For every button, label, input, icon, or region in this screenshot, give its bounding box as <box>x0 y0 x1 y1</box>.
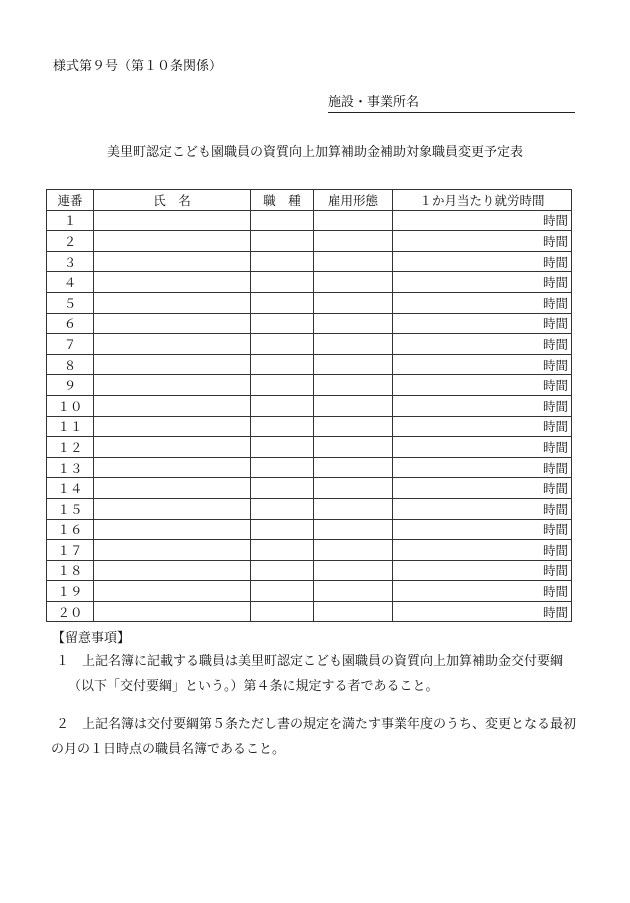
job-type-cell <box>251 581 314 602</box>
job-type-cell <box>251 292 314 313</box>
form-number: 様式第９号（第１０条関係） <box>53 59 223 74</box>
facility-name-field: 施設・事業所名 <box>328 91 575 113</box>
name-cell <box>94 251 251 272</box>
name-cell <box>94 231 251 252</box>
serial-number-cell: １３ <box>47 457 94 478</box>
job-type-cell <box>251 560 314 581</box>
serial-number-cell: ５ <box>47 292 94 313</box>
employment-type-cell <box>314 313 393 334</box>
serial-number-cell: １０ <box>47 395 94 416</box>
serial-number-cell: ７ <box>47 334 94 355</box>
serial-number-cell: ８ <box>47 354 94 375</box>
monthly-hours-cell: 時間 <box>393 292 572 313</box>
employment-type-cell <box>314 457 393 478</box>
job-type-cell <box>251 210 314 231</box>
table-row <box>47 313 572 334</box>
table-row <box>47 560 572 581</box>
name-cell <box>94 354 251 375</box>
job-type-cell <box>251 231 314 252</box>
header-name: 氏 名 <box>94 190 251 211</box>
employment-type-cell <box>314 416 393 437</box>
monthly-hours-cell: 時間 <box>393 251 572 272</box>
monthly-hours-cell: 時間 <box>393 210 572 231</box>
employment-type-cell <box>314 437 393 458</box>
name-cell <box>94 540 251 561</box>
employment-type-cell <box>314 354 393 375</box>
table-row <box>47 251 572 272</box>
name-cell <box>94 457 251 478</box>
job-type-cell <box>251 478 314 499</box>
name-cell <box>94 560 251 581</box>
monthly-hours-cell: 時間 <box>393 354 572 375</box>
header-serial-number: 連番 <box>47 190 94 211</box>
job-type-cell <box>251 251 314 272</box>
monthly-hours-cell: 時間 <box>393 540 572 561</box>
note-item-2 <box>51 712 577 762</box>
monthly-hours-cell: 時間 <box>393 457 572 478</box>
table-header-row <box>47 190 572 211</box>
job-type-cell <box>251 519 314 540</box>
table-row <box>47 231 572 252</box>
employment-type-cell <box>314 272 393 293</box>
job-type-cell <box>251 334 314 355</box>
employment-type-cell <box>314 498 393 519</box>
table-row <box>47 416 572 437</box>
table-row <box>47 272 572 293</box>
employment-type-cell <box>314 292 393 313</box>
monthly-hours-cell: 時間 <box>393 272 572 293</box>
job-type-cell <box>251 437 314 458</box>
serial-number-cell: ４ <box>47 272 94 293</box>
monthly-hours-cell: 時間 <box>393 498 572 519</box>
employment-type-cell <box>314 478 393 499</box>
note-item-2-line-2: の月の１日時点の職員名簿であること。 <box>51 742 286 757</box>
monthly-hours-cell: 時間 <box>393 395 572 416</box>
job-type-cell <box>251 313 314 334</box>
table-row <box>47 581 572 602</box>
serial-number-cell: ２ <box>47 231 94 252</box>
employment-type-cell <box>314 334 393 355</box>
monthly-hours-cell: 時間 <box>393 437 572 458</box>
name-cell <box>94 313 251 334</box>
serial-number-cell: １２ <box>47 437 94 458</box>
serial-number-cell: １ <box>47 210 94 231</box>
monthly-hours-cell: 時間 <box>393 375 572 396</box>
job-type-cell <box>251 601 314 622</box>
job-type-cell <box>251 416 314 437</box>
header-employment-type: 雇用形態 <box>314 190 393 211</box>
employment-type-cell <box>314 210 393 231</box>
job-type-cell <box>251 457 314 478</box>
table-row <box>47 375 572 396</box>
name-cell <box>94 375 251 396</box>
table-row <box>47 292 572 313</box>
employment-type-cell <box>314 251 393 272</box>
job-type-cell <box>251 272 314 293</box>
table-row <box>47 540 572 561</box>
serial-number-cell: １７ <box>47 540 94 561</box>
employment-type-cell <box>314 375 393 396</box>
employment-type-cell <box>314 581 393 602</box>
header-job-type: 職 種 <box>251 190 314 211</box>
serial-number-cell: １９ <box>47 581 94 602</box>
name-cell <box>94 498 251 519</box>
employment-type-cell <box>314 560 393 581</box>
table-row <box>47 478 572 499</box>
name-cell <box>94 478 251 499</box>
employment-type-cell <box>314 540 393 561</box>
serial-number-cell: ６ <box>47 313 94 334</box>
table-row <box>47 498 572 519</box>
name-cell <box>94 334 251 355</box>
name-cell <box>94 395 251 416</box>
employment-type-cell <box>314 395 393 416</box>
table-row <box>47 334 572 355</box>
serial-number-cell: １５ <box>47 498 94 519</box>
monthly-hours-cell: 時間 <box>393 601 572 622</box>
monthly-hours-cell: 時間 <box>393 416 572 437</box>
table-row <box>47 457 572 478</box>
job-type-cell <box>251 395 314 416</box>
serial-number-cell: ２０ <box>47 601 94 622</box>
monthly-hours-cell: 時間 <box>393 231 572 252</box>
employment-type-cell <box>314 231 393 252</box>
job-type-cell <box>251 354 314 375</box>
serial-number-cell: ３ <box>47 251 94 272</box>
name-cell <box>94 292 251 313</box>
table-row <box>47 519 572 540</box>
serial-number-cell: １６ <box>47 519 94 540</box>
note-item-1-line-1: １ 上記名簿に記載する職員は美里町認定こども園職員の資質向上加算補助金交付要綱 <box>56 654 564 669</box>
name-cell <box>94 437 251 458</box>
table-row <box>47 354 572 375</box>
serial-number-cell: ９ <box>47 375 94 396</box>
monthly-hours-cell: 時間 <box>393 560 572 581</box>
monthly-hours-cell: 時間 <box>393 581 572 602</box>
notes-heading: 【留意事項】 <box>52 631 131 646</box>
employment-type-cell <box>314 519 393 540</box>
note-item-1-line-2: （以下「交付要綱」という。）第４条に規定する者であること。 <box>68 679 439 694</box>
name-cell <box>94 519 251 540</box>
job-type-cell <box>251 498 314 519</box>
serial-number-cell: １４ <box>47 478 94 499</box>
serial-number-cell: １１ <box>47 416 94 437</box>
name-cell <box>94 601 251 622</box>
note-item-2-line-1: ２ 上記名簿は交付要綱第５条ただし書の規定を満たす事業年度のうち、変更となる最初 <box>56 717 577 732</box>
name-cell <box>94 272 251 293</box>
monthly-hours-cell: 時間 <box>393 478 572 499</box>
note-item-1 <box>56 649 563 699</box>
job-type-cell <box>251 375 314 396</box>
table-row <box>47 437 572 458</box>
table-row <box>47 210 572 231</box>
employment-type-cell <box>314 601 393 622</box>
table-row <box>47 395 572 416</box>
name-cell <box>94 416 251 437</box>
header-monthly-hours: １か月当たり就労時間 <box>393 190 572 211</box>
name-cell <box>94 581 251 602</box>
staff-table <box>46 189 572 622</box>
table-row <box>47 601 572 622</box>
document-title: 美里町認定こども園職員の資質向上加算補助金補助対象職員変更予定表 <box>106 145 523 160</box>
serial-number-cell: １８ <box>47 560 94 581</box>
job-type-cell <box>251 540 314 561</box>
name-cell <box>94 210 251 231</box>
monthly-hours-cell: 時間 <box>393 334 572 355</box>
monthly-hours-cell: 時間 <box>393 519 572 540</box>
monthly-hours-cell: 時間 <box>393 313 572 334</box>
